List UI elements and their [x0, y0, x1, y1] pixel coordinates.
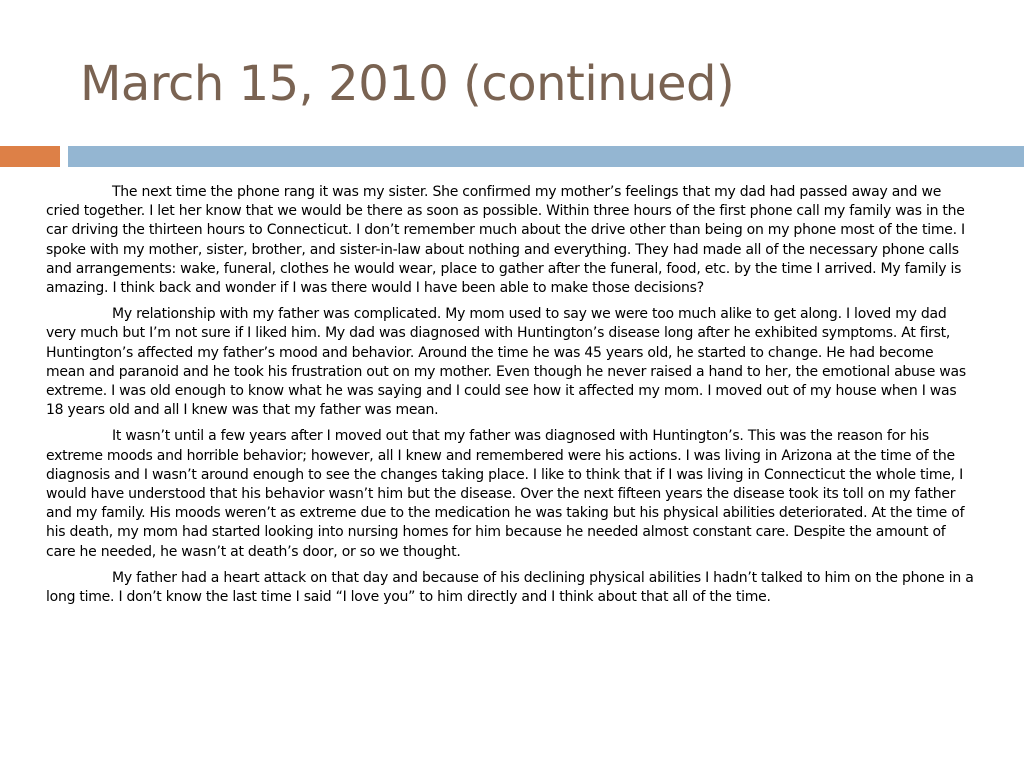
- paragraph-3: It wasn’t until a few years after I moved out that my father was diagnosed with Huntington’s. This was the reason for his extreme moods and horrible behavior; however, all I knew and remembered were his actions. I was living in Arizona at the time of the diagnosis and I wasn’t around enough to see the changes taking place. I like to think that if I was living in Connecticut the whole time, I would have understood that his behavior wasn’t him but the disease. Over the next fifteen years the disease took its toll on my father and my family. His moods weren’t as extreme due to the medication he was taking but his physical abilities deteriorated. At the time of his death, my mom had started looking into nursing homes for him because he needed almost constant care. Despite the amount of care he needed, he wasn’t at death’s door, or so we thought.: [46, 428, 965, 560]
- paragraph-4: My father had a heart attack on that day and because of his declining physical abilities I hadn’t talked to him on the phone in a long time. I don’t know the last time I said “I love you” to him directly and I think about that all of the time.: [46, 569, 974, 606]
- body-text: [46, 183, 974, 614]
- accent-bar-orange: [0, 146, 60, 167]
- slide-title: March 15, 2010 (continued): [80, 56, 735, 112]
- paragraph-2: My relationship with my father was complicated. My mom used to say we were too much alike to get along. I loved my dad very much but I’m not sure if I liked him. My dad was diagnosed with Huntington’s disease long after he exhibited symptoms. At first, Huntington’s affected my father’s mood and behavior. Around the time he was 45 years old, he started to change. He had become mean and paranoid and he took his frustration out on my mother. Even though he never raised a hand to her, the emotional abuse was extreme. I was old enough to know what he was saying and I could see how it affected my mom. I moved out of my house when I was 18 years old and all I knew was that my father was mean.: [46, 306, 966, 419]
- paragraph-1: The next time the phone rang it was my sister. She confirmed my mother’s feelings that my dad had passed away and we cried together. I let her know that we would be there as soon as possible. Within three hours of the first phone call my family was in the car driving the thirteen hours to Connecticut. I don’t remember much about the drive other than being on my phone most of the time. I spoke with my mother, sister, brother, and sister-in-law about nothing and everything. They had made all of the necessary phone calls and arrangements: wake, funeral, clothes he would wear, place to gather after the funeral, food, etc. by the time I arrived. My family is amazing. I think back and wonder if I was there would I have been able to make those decisions?: [46, 184, 965, 297]
- accent-bar-blue: [68, 146, 1024, 167]
